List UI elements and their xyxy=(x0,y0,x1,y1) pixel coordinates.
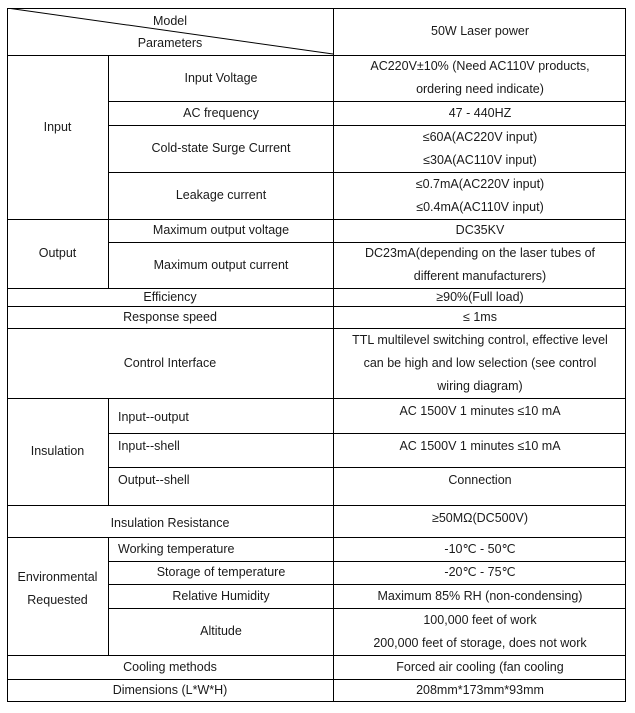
value-line: ≤60A(AC220V input) xyxy=(422,129,538,144)
value-line: can be high and low selection (see control xyxy=(363,355,597,370)
row-label-ac-frequency: AC frequency xyxy=(183,105,259,120)
group-input-label: Input xyxy=(43,119,72,134)
value-line: 200,000 feet of storage, does not work xyxy=(373,635,587,650)
value-line: different manufacturers) xyxy=(413,269,547,283)
row-value-relative-humidity: Maximum 85% RH (non-condensing) xyxy=(377,588,583,603)
row-label-storage-temperature: Storage of temperature xyxy=(156,565,286,579)
row-value-max-output-current xyxy=(334,242,626,288)
row-label-control-interface: Control Interface xyxy=(123,355,217,370)
row-value-surge-current xyxy=(334,125,626,172)
row-label-altitude: Altitude xyxy=(200,624,242,638)
row-label-surge-current: Cold-state Surge Current xyxy=(151,141,291,155)
group-environmental-line2: Requested xyxy=(27,593,88,607)
row-value-input-output: AC 1500V 1 minutes ≤10 mA xyxy=(399,404,561,418)
row-value-dimensions: 208mm*173mm*93mm xyxy=(416,683,544,697)
row-value-altitude xyxy=(334,608,626,655)
row-value-leakage-current xyxy=(334,172,626,219)
value-line: ordering need indicate) xyxy=(416,82,544,96)
value-line: ≤30A(AC110V input) xyxy=(423,152,537,167)
group-output: Output xyxy=(38,246,77,260)
row-value-working-temperature: -10℃ - 50℃ xyxy=(444,541,516,556)
row-label-efficiency: Efficiency xyxy=(143,289,197,304)
value-line: ≤0.4mA(AC110V input) xyxy=(416,199,544,214)
row-value-storage-temperature: -20℃ - 75℃ xyxy=(444,565,516,579)
group-environmental-line1: Environmental xyxy=(17,570,98,584)
row-value-input-shell: AC 1500V 1 minutes ≤10 mA xyxy=(399,439,561,453)
row-value-max-output-voltage: DC35KV xyxy=(455,223,505,237)
row-label-relative-humidity: Relative Humidity xyxy=(172,588,270,603)
row-label-leakage-current: Leakage current xyxy=(175,188,267,202)
value-line: 100,000 feet of work xyxy=(423,612,537,627)
row-value-cooling-methods: Forced air cooling (fan cooling xyxy=(396,659,564,674)
value-line: AC220V±10% (Need AC110V products, xyxy=(370,59,590,73)
row-label-output-shell: Output--shell xyxy=(118,473,190,487)
group-environmental xyxy=(7,537,108,655)
row-label-max-output-current: Maximum output current xyxy=(153,257,289,272)
header-model-value: 50W Laser power xyxy=(431,24,529,38)
header-model-label: Model xyxy=(152,13,188,28)
value-line: DC23mA(depending on the laser tubes of xyxy=(364,246,595,260)
value-line: wiring diagram) xyxy=(437,378,523,393)
row-value-response-speed: ≤ 1ms xyxy=(463,309,497,324)
row-value-insulation-resistance: ≥50MΩ(DC500V) xyxy=(431,511,529,525)
row-label-cooling-methods: Cooling methods xyxy=(123,659,217,674)
header-parameters-label: Parameters xyxy=(137,35,203,50)
row-value-efficiency: ≥90%(Full load) xyxy=(436,289,524,304)
row-label-insulation-resistance: Insulation Resistance xyxy=(110,515,230,530)
value-line: ≤0.7mA(AC220V input) xyxy=(415,176,545,191)
value-line: TTL multilevel switching control, effective level xyxy=(352,332,608,347)
row-label-max-output-voltage: Maximum output voltage xyxy=(152,223,290,237)
group-insulation: Insulation xyxy=(30,444,85,458)
row-label-input-voltage: Input Voltage xyxy=(184,70,258,85)
row-label-response-speed: Response speed xyxy=(123,309,217,324)
row-label-working-temperature: Working temperature xyxy=(118,541,235,556)
row-value-ac-frequency: 47 - 440HZ xyxy=(448,105,512,120)
group-input xyxy=(7,55,108,219)
row-label-dimensions: Dimensions (L*W*H) xyxy=(112,683,228,697)
row-value-output-shell: Connection xyxy=(448,473,512,487)
row-value-control-interface xyxy=(334,328,626,398)
row-label-input-shell: Input--shell xyxy=(118,439,180,453)
row-value-input-voltage xyxy=(334,55,626,101)
row-label-input-output: Input--output xyxy=(118,410,189,424)
